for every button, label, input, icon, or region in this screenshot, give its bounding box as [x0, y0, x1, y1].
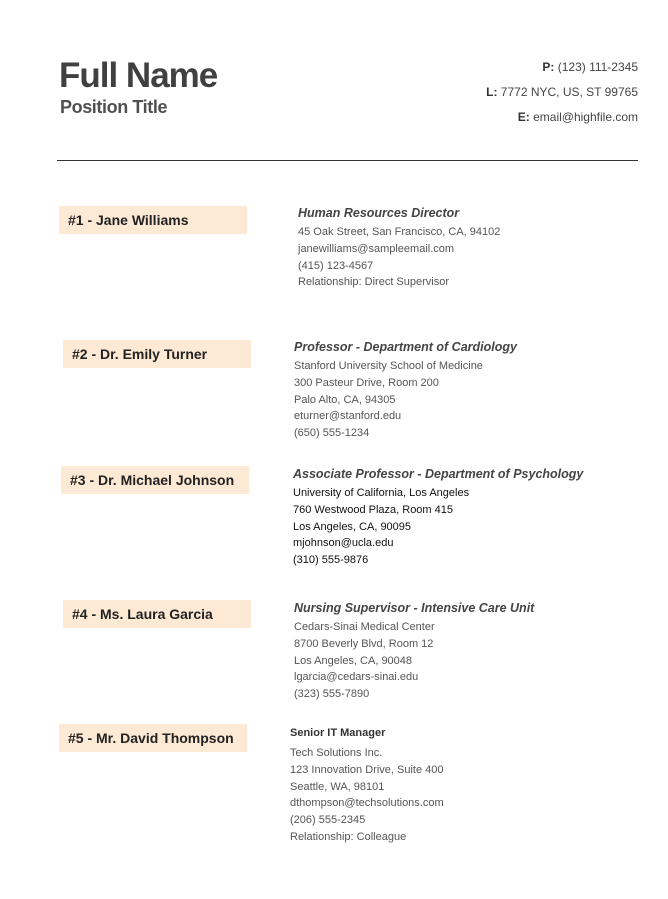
reference-5-details: [290, 725, 444, 846]
reference-2-line: Palo Alto, CA, 94305: [294, 393, 396, 406]
reference-5-line: Tech Solutions Inc.: [290, 747, 383, 759]
reference-3-line: University of California, Los Angeles: [293, 487, 470, 499]
reference-4-line: (323) 555-7890: [294, 688, 370, 701]
reference-5-label: #5 - Mr. David Thompson: [59, 724, 247, 752]
reference-1-line: janewilliams@sampleemail.com: [298, 242, 455, 255]
reference-1-line: (415) 123-4567: [298, 259, 374, 272]
full-name: Full Name: [59, 56, 218, 95]
reference-4-line: Cedars-Sinai Medical Center: [294, 621, 435, 633]
reference-1-label: #1 - Jane Williams: [59, 206, 247, 234]
reference-2-line: Stanford University School of Medicine: [294, 360, 483, 372]
reference-3-line: mjohnson@ucla.edu: [293, 537, 394, 550]
reference-4-label: #4 - Ms. Laura Garcia: [63, 600, 251, 628]
reference-4-line: 8700 Beverly Blvd, Room 12: [294, 637, 434, 650]
reference-2-line: eturner@stanford.edu: [294, 410, 402, 423]
location-label: L:: [486, 85, 498, 99]
reference-5-line: Relationship: Colleague: [290, 830, 407, 843]
reference-2-line: 300 Pasteur Drive, Room 200: [294, 376, 439, 389]
reference-2-line: (650) 555-1234: [294, 427, 370, 440]
reference-3-line: (310) 555-9876: [293, 554, 369, 567]
reference-5-line: 123 Innovation Drive, Suite 400: [290, 763, 444, 776]
reference-5-line: (206) 555-2345: [290, 814, 366, 827]
reference-2-details: [294, 339, 517, 442]
reference-3-title: Associate Professor - Department of Psychology: [293, 467, 584, 481]
email-value: email@highfile.com: [533, 110, 638, 124]
reference-1-title: Human Resources Director: [298, 206, 460, 220]
header-divider: [57, 160, 638, 161]
position-title: Position Title: [60, 97, 168, 117]
reference-1-details: [298, 205, 500, 291]
location-value: 7772 NYC, US, ST 99765: [500, 85, 638, 99]
reference-4-details: [294, 600, 534, 703]
reference-5-line: dthompson@techsolutions.com: [290, 797, 444, 810]
phone-value: (123) 111-2345: [557, 60, 638, 74]
reference-4-title: Nursing Supervisor - Intensive Care Unit: [294, 601, 535, 615]
reference-4-line: Los Angeles, CA, 90048: [294, 654, 413, 667]
contact-location: [486, 84, 638, 100]
reference-3-line: 760 Westwood Plaza, Room 415: [293, 503, 453, 516]
reference-1-line: 45 Oak Street, San Francisco, CA, 94102: [298, 226, 501, 238]
reference-3-details: [293, 466, 583, 569]
reference-3-line: Los Angeles, CA, 90095: [293, 520, 412, 533]
contact-email: [518, 109, 638, 125]
reference-5-title: Senior IT Manager: [290, 727, 386, 739]
reference-2-label: #2 - Dr. Emily Turner: [63, 340, 251, 368]
reference-1-line: Relationship: Direct Supervisor: [298, 276, 450, 289]
phone-label: P:: [542, 60, 555, 74]
reference-3-label: #3 - Dr. Michael Johnson: [61, 466, 249, 494]
contact-phone: [542, 59, 638, 75]
reference-2-title: Professor - Department of Cardiology: [294, 340, 517, 354]
reference-4-line: lgarcia@cedars-sinai.edu: [294, 671, 419, 684]
reference-5-line: Seattle, WA, 98101: [290, 780, 385, 793]
email-label: E:: [517, 110, 530, 124]
